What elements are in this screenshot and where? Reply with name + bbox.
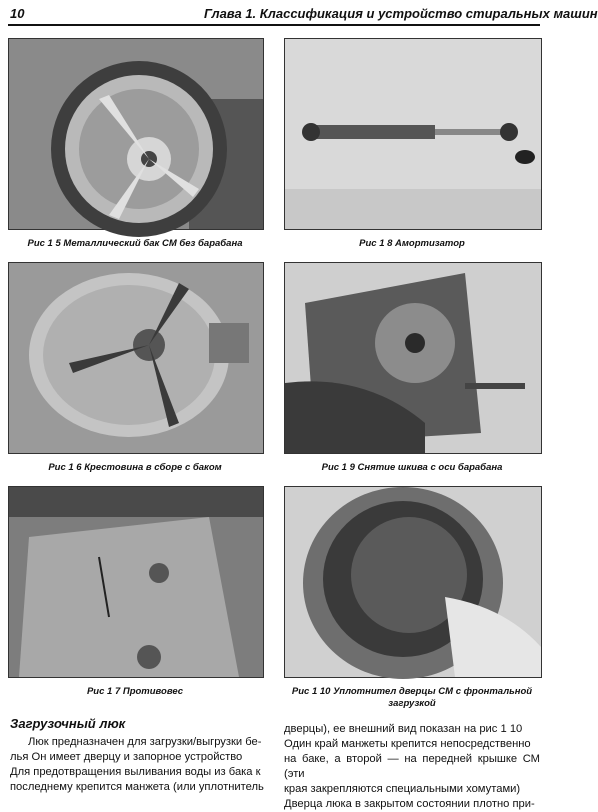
- running-title: Глава 1. Классификация и устройство стиральных машин: [204, 6, 598, 21]
- figure-caption: Рис 1 7 Противовес: [86, 686, 184, 697]
- figure-caption: Рис 1 8 Амортизатор: [359, 238, 465, 249]
- text-line: Один край манжеты крепится непосредственно: [284, 738, 531, 750]
- figure-caption: Рис 1 9 Снятие шкива с оси барабана: [321, 462, 503, 473]
- figure-caption-line: Рис 1 10 Уплотнител дверцы СМ с фронтальной: [291, 686, 533, 697]
- figure-spider-photo: [8, 262, 264, 454]
- figure-caption-line: загрузкой: [388, 698, 436, 709]
- header-rule: [8, 24, 540, 26]
- text-line: края закрепляются специальными хомутами): [284, 783, 521, 795]
- page-number: 10: [10, 6, 25, 21]
- figure-tank-photo: [8, 38, 264, 230]
- figure-caption: Рис 1 6 Крестовина в сборе с баком: [48, 462, 222, 473]
- figure-counterweight-photo: [8, 486, 264, 678]
- section-heading: Загрузочный люк: [10, 716, 126, 731]
- text-line: лья Он имеет дверцу и запорное устройство: [10, 751, 243, 763]
- figure-pulley-photo: [284, 262, 542, 454]
- text-line: Дверца люка в закрытом состоянии плотно при-: [284, 798, 535, 810]
- text-line: дверцы), ее внешний вид показан на рис 1 10: [284, 723, 523, 735]
- body-text-right: [284, 722, 540, 812]
- figure-damper-photo: [284, 38, 542, 230]
- text-line: на баке, а второй — на передней крышке СМ (эти: [284, 753, 540, 780]
- text-line: последнему крепится манжета (или уплотнитель: [10, 781, 264, 793]
- text-line: Для предотвращения выливания воды из бака к: [10, 766, 261, 778]
- body-text-left: [10, 735, 272, 795]
- page-header: [0, 0, 598, 30]
- text-line: Люк предназначен для загрузки/выгрузки бе-: [28, 736, 262, 748]
- figure-caption: Рис 1 5 Металлический бак СМ без барабана: [27, 238, 243, 249]
- figure-door-seal-photo: [284, 486, 542, 678]
- figure-caption: [284, 686, 540, 710]
